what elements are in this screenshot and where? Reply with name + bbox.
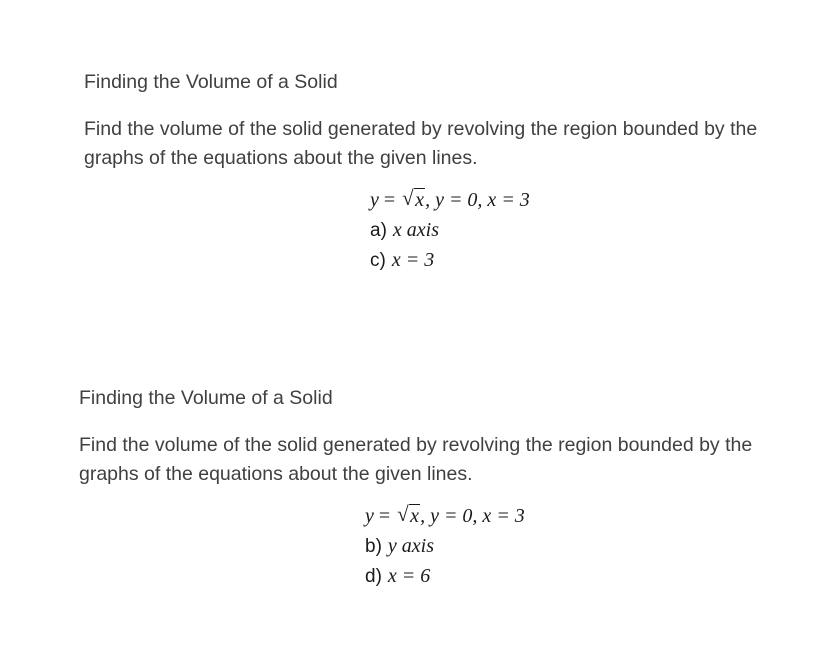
equation-line [370, 185, 824, 215]
problem-prompt: Find the volume of the solid generated by revolving the region bounded by the graphs of the equations about the given lines. [84, 118, 758, 169]
part-item [370, 245, 824, 275]
part-text: y axis [387, 535, 434, 557]
equation-line [365, 501, 819, 531]
math-block [370, 185, 824, 275]
radicand: x [415, 189, 425, 211]
part-label: d) [365, 566, 382, 587]
part-item [370, 215, 824, 245]
part-item [365, 531, 819, 561]
part-text: x = 6 [387, 565, 431, 587]
square-root [397, 501, 420, 531]
radical-sign-icon: √ [402, 186, 414, 210]
part-label: c) [370, 250, 386, 271]
equation-lhs: y [370, 189, 379, 211]
radicand: x [410, 505, 420, 527]
square-root [402, 185, 425, 215]
part-text: x axis [392, 219, 439, 241]
problem-title: Finding the Volume of a Solid [79, 387, 333, 409]
math-block [365, 501, 819, 591]
problem-block-1 [84, 69, 824, 275]
equation-rest: , y = 0, x = 3 [420, 505, 525, 527]
equation-rest: , y = 0, x = 3 [425, 189, 530, 211]
part-item [365, 561, 819, 591]
problem-prompt: Find the volume of the solid generated by revolving the region bounded by the graphs of the equations about the given lines. [79, 434, 753, 485]
part-text: x = 3 [391, 249, 435, 271]
equation-equals: = [373, 505, 396, 527]
part-label: a) [370, 220, 387, 241]
equation-lhs: y [365, 505, 374, 527]
problem-title: Finding the Volume of a Solid [84, 71, 338, 93]
equation-equals: = [378, 189, 401, 211]
part-label: b) [365, 536, 382, 557]
problem-block-2 [79, 385, 819, 591]
radical-sign-icon: √ [397, 502, 409, 526]
